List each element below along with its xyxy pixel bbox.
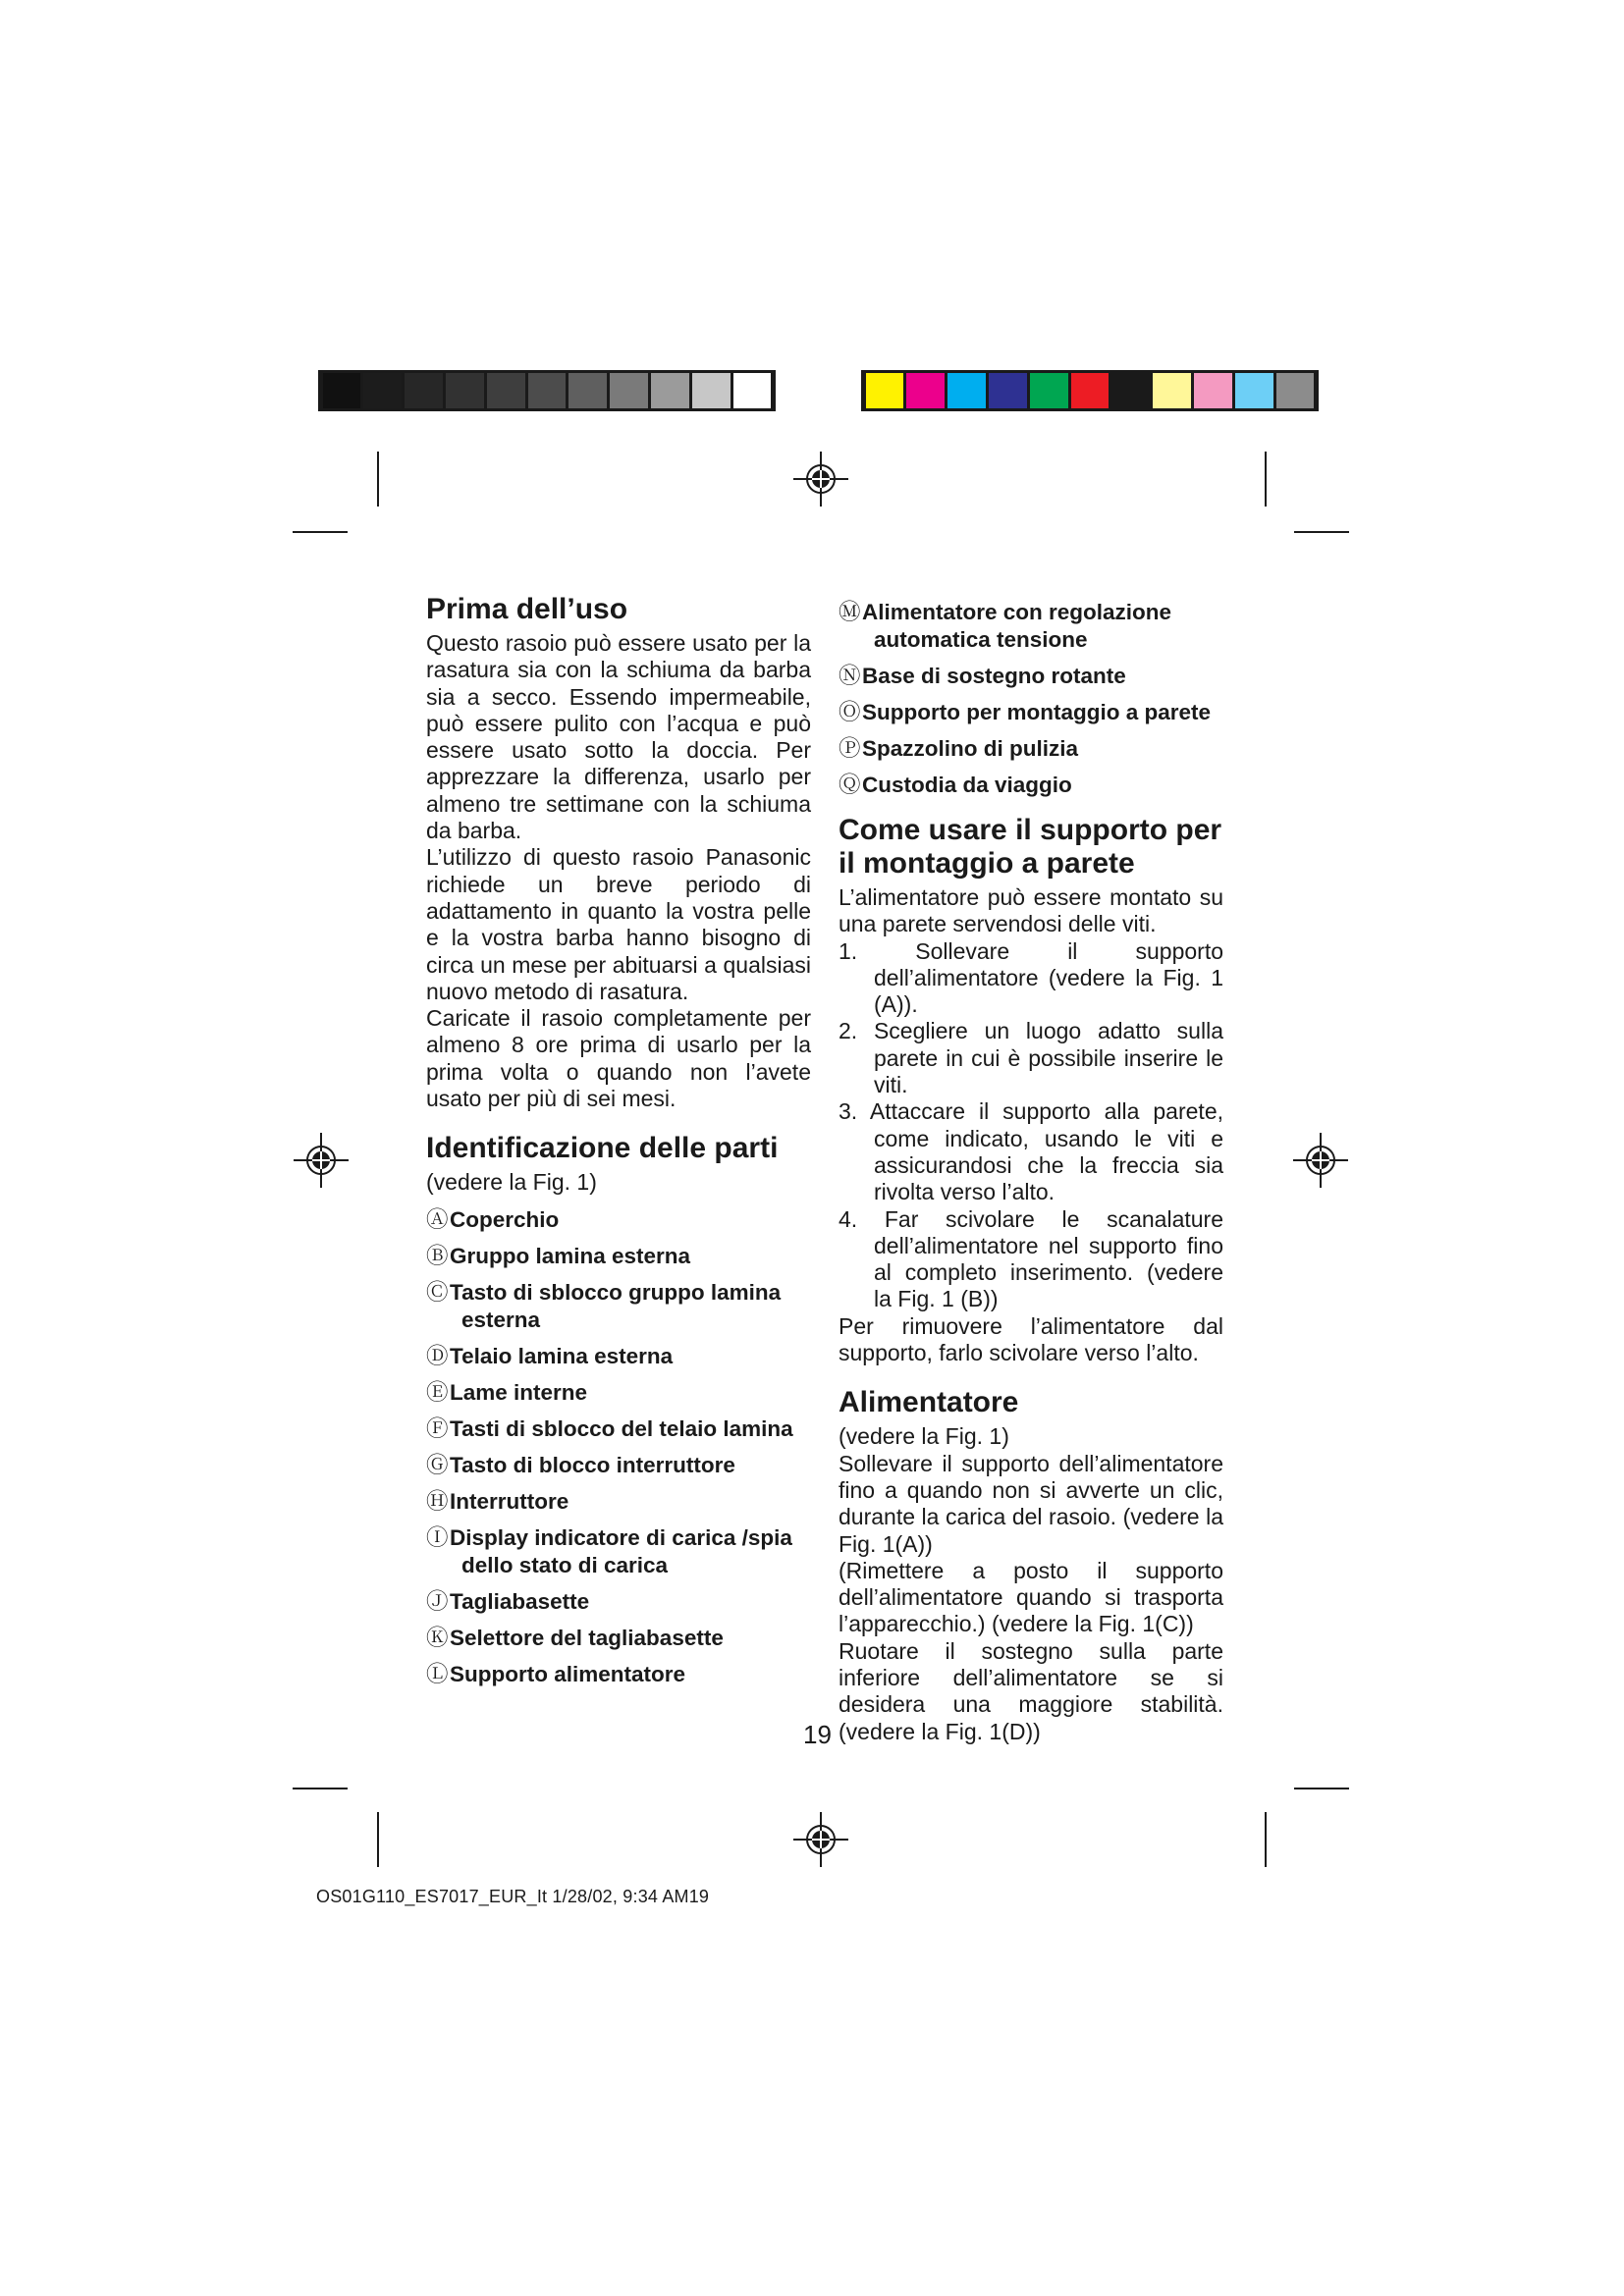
crop-mark (293, 1788, 348, 1789)
crop-mark (1265, 452, 1267, 507)
part-label: Spazzolino di pulizia (862, 736, 1079, 761)
color-swatch (947, 373, 986, 408)
part-label: Tasto di sblocco gruppo lamina esterna (450, 1279, 782, 1332)
part-item (426, 1488, 811, 1516)
part-label: Tagliabasette (450, 1588, 590, 1614)
section-title-alimentatore: Alimentatore (839, 1386, 1019, 1419)
part-label: Tasti di sblocco del telaio lamina (450, 1415, 793, 1441)
part-item (839, 772, 1223, 799)
part-marker: Ⓘ (426, 1524, 449, 1550)
part-item (426, 1279, 811, 1334)
color-swatch (1194, 373, 1232, 408)
color-swatch (1030, 373, 1068, 408)
section-title-prima-delluso: Prima dell’uso (426, 593, 628, 625)
registration-mark-icon (1291, 1131, 1350, 1190)
gray-swatch (323, 373, 361, 408)
page-number: 19 (803, 1720, 832, 1749)
part-item (839, 735, 1223, 763)
part-marker: Ⓟ (839, 736, 861, 761)
paragraph: Questo rasoio può essere usato per la rasatura sia con la schiuma da barba sia a secco. Essendo impermeabile, può essere pulito con l’acqua e può essere usato sotto la doccia. Per apprezzare la differenza, usarlo per almeno tre settimane con la schiuma da barba. (426, 630, 811, 844)
step-item: 4. Far scivolare le scanalature dell’alimentatore nel supporto fino al completo inserimento. (vedere la Fig. 1 (B)) (839, 1205, 1223, 1312)
part-item (426, 1206, 811, 1234)
step-item: 3. Attaccare il supporto alla parete, come indicato, usando le viti e assicurandosi che la freccia sia rivolta verso l’alto. (839, 1098, 1223, 1205)
gray-swatch (363, 373, 402, 408)
figure-reference: (vedere la Fig. 1) (839, 1423, 1009, 1450)
color-swatch (1111, 373, 1150, 408)
paragraph: Sollevare il supporto dell’alimentatore fino a quando non si avverte un clic, durante la carica del rasoio. (vedere la Fig. 1(A)) (839, 1450, 1223, 1557)
step-item: 2. Scegliere un luogo adatto sulla parete in cui è possibile inserire le viti. (839, 1018, 1223, 1098)
color-calibration-bar (861, 370, 1319, 411)
paragraph: (Rimettere a posto il supporto dell’alimentatore quando si trasporta l’apparecchio.) (vedere la Fig. 1(C)) (839, 1557, 1223, 1637)
part-item (426, 1243, 811, 1270)
gray-swatch (487, 373, 525, 408)
crop-mark (1294, 1788, 1349, 1789)
part-item (426, 1588, 811, 1616)
part-marker: Ⓙ (426, 1588, 449, 1614)
color-swatch (866, 373, 904, 408)
part-label: Base di sostegno rotante (862, 664, 1126, 688)
color-swatch (906, 373, 945, 408)
step-item: 1. Sollevare il supporto dell’alimentatore (vedere la Fig. 1 (A)). (839, 937, 1223, 1018)
paragraph: L’alimentatore può essere montato su una parete servendosi delle viti. (839, 884, 1223, 937)
part-item (839, 699, 1223, 726)
part-item (426, 1415, 811, 1443)
part-label: Gruppo lamina esterna (450, 1243, 691, 1268)
crop-mark (293, 531, 348, 533)
paragraph: Caricate il rasoio completamente per almeno 8 ore prima di usarlo per la prima volta o quando non l’avete usato per più di sei mesi. (426, 1005, 811, 1112)
crop-mark (1265, 1812, 1267, 1867)
part-marker: Ⓐ (426, 1206, 449, 1232)
part-marker: Ⓓ (426, 1343, 449, 1368)
part-marker: Ⓒ (426, 1279, 449, 1305)
part-item (839, 663, 1223, 690)
right-column (839, 599, 1223, 1745)
paragraph: Ruotare il sostegno sulla parte inferiore dell’alimentatore se si desidera una maggiore stabilità. (vedere la Fig. 1(D)) (839, 1637, 1223, 1744)
part-marker: Ⓝ (839, 664, 861, 688)
part-marker: Ⓔ (426, 1379, 449, 1405)
color-swatch (1071, 373, 1110, 408)
gray-swatch (692, 373, 731, 408)
section-title-identificazione: Identificazione delle parti (426, 1132, 779, 1165)
paragraph: Per rimuovere l’alimentatore dal supporto, farlo scivolare verso l’alto. (839, 1312, 1223, 1366)
part-label: Display indicatore di carica /spia dello stato di carica (450, 1524, 792, 1577)
part-label: Supporto alimentatore (450, 1661, 686, 1686)
part-item (426, 1379, 811, 1407)
part-label: Selettore del tagliabasette (450, 1625, 724, 1650)
paragraph: L’utilizzo di questo rasoio Panasonic richiede un breve periodo di adattamento in quanto la vostra pelle e la vostra barba hanno bisogno di circa un mese per abituarsi a qualsiasi nuovo metodo di rasatura. (426, 844, 811, 1004)
part-item (426, 1524, 811, 1579)
part-label: Custodia da viaggio (862, 773, 1072, 797)
gray-swatch (733, 373, 772, 408)
color-swatch (1153, 373, 1191, 408)
color-swatch (1276, 373, 1315, 408)
registration-mark-icon (292, 1131, 351, 1190)
part-label: Interruttore (450, 1488, 569, 1514)
part-label: Supporto per montaggio a parete (862, 700, 1212, 724)
part-marker: Ⓖ (426, 1452, 449, 1477)
part-marker: Ⓞ (839, 700, 861, 724)
gray-swatch (610, 373, 648, 408)
crop-mark (377, 1812, 379, 1867)
part-marker: Ⓑ (426, 1243, 449, 1268)
gray-swatch (446, 373, 484, 408)
part-marker: Ⓗ (426, 1488, 449, 1514)
part-label: Lame interne (450, 1379, 588, 1405)
part-label: Tasto di blocco interruttore (450, 1452, 735, 1477)
gray-swatch (405, 373, 443, 408)
grayscale-calibration-bar (318, 370, 776, 411)
gray-swatch (568, 373, 607, 408)
gray-swatch (528, 373, 567, 408)
crop-mark (1294, 531, 1349, 533)
spacer (839, 1366, 1223, 1386)
section-title-supporto-parete: Come usare il supporto per il montaggio a parete (839, 814, 1222, 880)
gray-swatch (651, 373, 689, 408)
part-label: Coperchio (450, 1206, 560, 1232)
part-item (426, 1452, 811, 1479)
crop-mark (377, 452, 379, 507)
part-marker: Ⓠ (839, 773, 861, 797)
part-item (426, 1343, 811, 1370)
color-swatch (989, 373, 1027, 408)
figure-reference: (vedere la Fig. 1) (426, 1169, 597, 1196)
part-marker: Ⓛ (426, 1661, 449, 1686)
registration-mark-icon (791, 450, 850, 508)
part-marker: Ⓚ (426, 1625, 449, 1650)
part-label: Telaio lamina esterna (450, 1343, 674, 1368)
print-slug-footer: OS01G110_ES7017_EUR_It 1/28/02, 9:34 AM19 (316, 1887, 710, 1906)
left-column (426, 593, 811, 1697)
part-item (426, 1625, 811, 1652)
part-label: Alimentatore con regolazione automatica tensione (862, 600, 1172, 652)
part-marker: Ⓜ (839, 600, 861, 624)
spacer (426, 1112, 811, 1132)
registration-mark-icon (791, 1810, 850, 1869)
part-marker: Ⓕ (426, 1415, 449, 1441)
part-item (839, 599, 1223, 654)
part-item (426, 1661, 811, 1688)
color-swatch (1235, 373, 1273, 408)
